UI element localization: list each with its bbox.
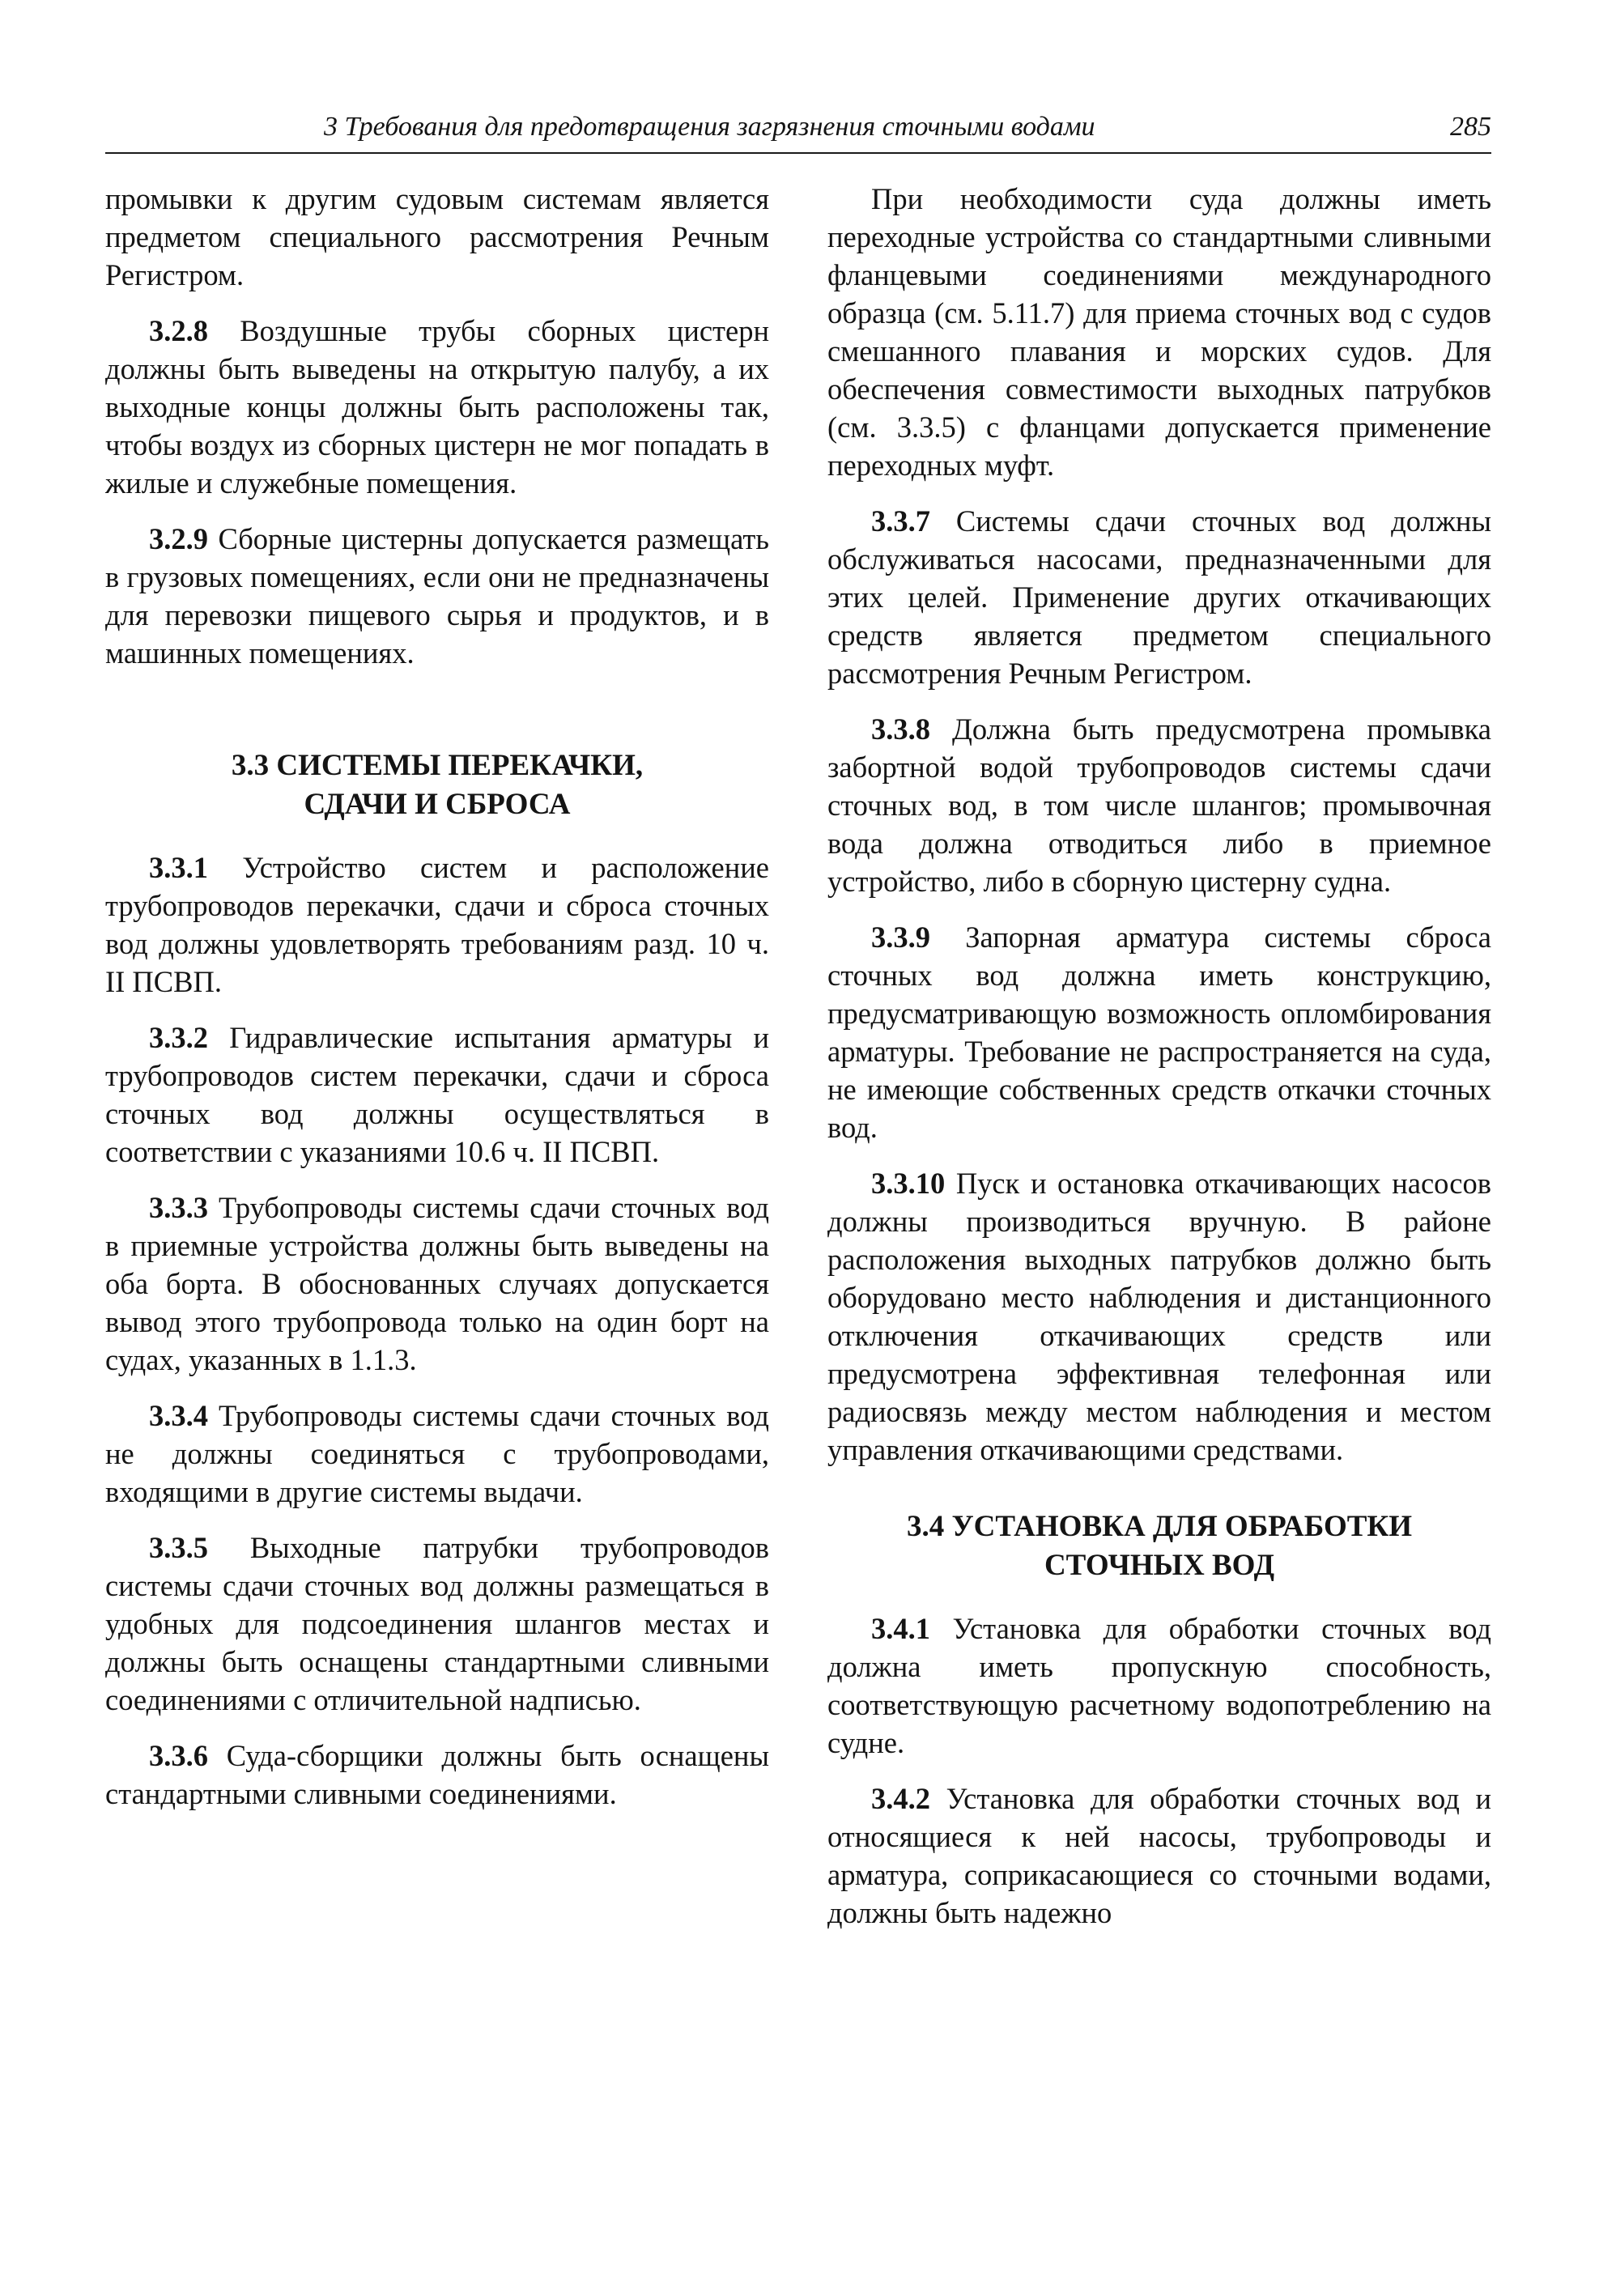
section-heading-3-3 (105, 746, 769, 824)
clause-number: 3.3.8 (871, 712, 930, 746)
clause-number: 3.4.1 (871, 1612, 930, 1645)
page-number: 285 (1450, 112, 1491, 142)
clause-number: 3.3.3 (149, 1191, 208, 1224)
clause-text: Установка для обработки сточных вод и относящиеся к ней насосы, трубопроводы и арматура, соприкасающиеся со сточными водами, должны быть надежно (827, 1782, 1491, 1929)
clause-number: 3.3.2 (149, 1021, 208, 1054)
clause-number: 3.3.4 (149, 1399, 208, 1432)
running-title: 3 Требования для предотвращения загрязнения сточными водами (324, 112, 1095, 142)
clause-text: Установка для обработки сточных вод должна иметь пропускную способность, соответствующую расчетному водопотреблению на судне. (827, 1612, 1491, 1759)
clause-number: 3.3.10 (871, 1167, 946, 1200)
paragraph-3-3-8 (827, 710, 1491, 900)
clause-text: Суда-сборщики должны быть оснащены стандартными сливными соединениями. (105, 1739, 769, 1810)
paragraph-3-2-9 (105, 520, 769, 672)
paragraph-3-3-3 (105, 1188, 769, 1379)
paragraph-3-4-2 (827, 1779, 1491, 1932)
paragraph-3-3-9 (827, 918, 1491, 1146)
clause-text: Воздушные трубы сборных цистерн должны быть выведены на открытую палубу, а их выходные концы должны быть расположены так, чтобы воздух из сборных цистерн не мог попадать в жилые и служебные помещения. (105, 314, 769, 500)
clause-number: 3.3.5 (149, 1531, 208, 1564)
clause-text: Выходные патрубки трубопроводов системы сдачи сточных вод должны размещаться в удобных для подсоединения шлангов местах и должны быть оснащены стандартными сливными соединениями с отличительной надписью. (105, 1531, 769, 1716)
clause-number: 3.2.9 (149, 522, 208, 555)
clause-number: 3.4.2 (871, 1782, 930, 1815)
running-header (105, 112, 1491, 154)
clause-text: Запорная арматура системы сброса сточных вод должна иметь конструкцию, предусматривающую возможность опломбирования арматуры. Требование не распространяется на суда, не имеющие собственных средств откачки сточных вод. (827, 921, 1491, 1144)
clause-number: 3.3.6 (149, 1739, 208, 1772)
paragraph-continued: промывки к другим судовым системам является предметом специального рассмотрения Речным Регистром. (105, 182, 769, 291)
clause-text: Пуск и остановка откачивающих насосов должны производиться вручную. В районе расположения выходных патрубков должно быть оборудовано место наблюдения и дистанционного отключения откачивающих средств или предусмотрена эффективная телефонная или радиосвязь между местом наблюдения и местом управления откачивающими средствами. (827, 1167, 1491, 1466)
clause-number: 3.3.9 (871, 921, 930, 954)
clause-number: 3.3.1 (149, 851, 208, 884)
paragraph-3-3-4 (105, 1397, 769, 1511)
section-heading-line-2: СТОЧНЫХ ВОД (1044, 1549, 1275, 1582)
clause-text: Устройство систем и расположение трубопроводов перекачки, сдачи и сброса сточных вод должны удовлетворять требованиям разд. 10 ч. II ПСВП. (105, 851, 769, 998)
paragraph-3-3-2 (105, 1018, 769, 1171)
clause-text: Трубопроводы системы сдачи сточных вод в приемные устройства должны быть выведены на оба борта. В обоснованных случаях допускается вывод этого трубопровода только на один борт на судах, указанных в 1.1.3. (105, 1191, 769, 1376)
paragraph-3-3-10 (827, 1164, 1491, 1469)
paragraph-3-3-1 (105, 848, 769, 1001)
section-heading-3-4 (827, 1507, 1491, 1585)
left-column (105, 180, 769, 1830)
clause-text: Сборные цистерны допускается размещать в грузовых помещениях, если они не предназначены для перевозки пищевого сырья и продуктов, и в машинных помещениях. (105, 522, 769, 670)
paragraph-3-3-7 (827, 502, 1491, 692)
right-column (827, 180, 1491, 1949)
paragraph-3-3-5 (105, 1529, 769, 1719)
paragraph-adapter-devices: При необходимости суда должны иметь переходные устройства со стандартными сливными фланцевыми соединениями международного образца (см. 5.11.7) для приема сточных вод с судов смешанного плавания и морских судов. Для обеспечения совместимости выходных патрубков (см. 3.3.5) с фланцами допускается применение переходных муфт. (827, 182, 1491, 482)
paragraph-3-3-6 (105, 1737, 769, 1813)
clause-text: Гидравлические испытания арматуры и трубопроводов систем перекачки, сдачи и сброса сточных вод должны осуществляться в соответствии с указаниями 10.6 ч. II ПСВП. (105, 1021, 769, 1168)
section-heading-line-1: 3.4 УСТАНОВКА ДЛЯ ОБРАБОТКИ (906, 1510, 1413, 1543)
paragraph-3-2-8 (105, 312, 769, 502)
section-heading-line-2: СДАЧИ И СБРОСА (304, 788, 571, 821)
clause-number: 3.2.8 (149, 314, 208, 347)
clause-text: Системы сдачи сточных вод должны обслуживаться насосами, предназначенными для этих целей. Применение других откачивающих средств является предметом специального рассмотрения Речным Регистром. (827, 504, 1491, 690)
paragraph-3-4-1 (827, 1609, 1491, 1762)
section-heading-line-1: 3.3 СИСТЕМЫ ПЕРЕКАЧКИ, (231, 749, 644, 782)
clause-number: 3.3.7 (871, 504, 930, 538)
clause-text: Должна быть предусмотрена промывка забортной водой трубопроводов системы сдачи сточных вод, в том числе шлангов; промывочная вода должна отводиться либо в приемное устройство, либо в сборную цистерну судна. (827, 712, 1491, 898)
clause-text: Трубопроводы системы сдачи сточных вод не должны соединяться с трубопроводами, входящими в другие системы выдачи. (105, 1399, 769, 1508)
